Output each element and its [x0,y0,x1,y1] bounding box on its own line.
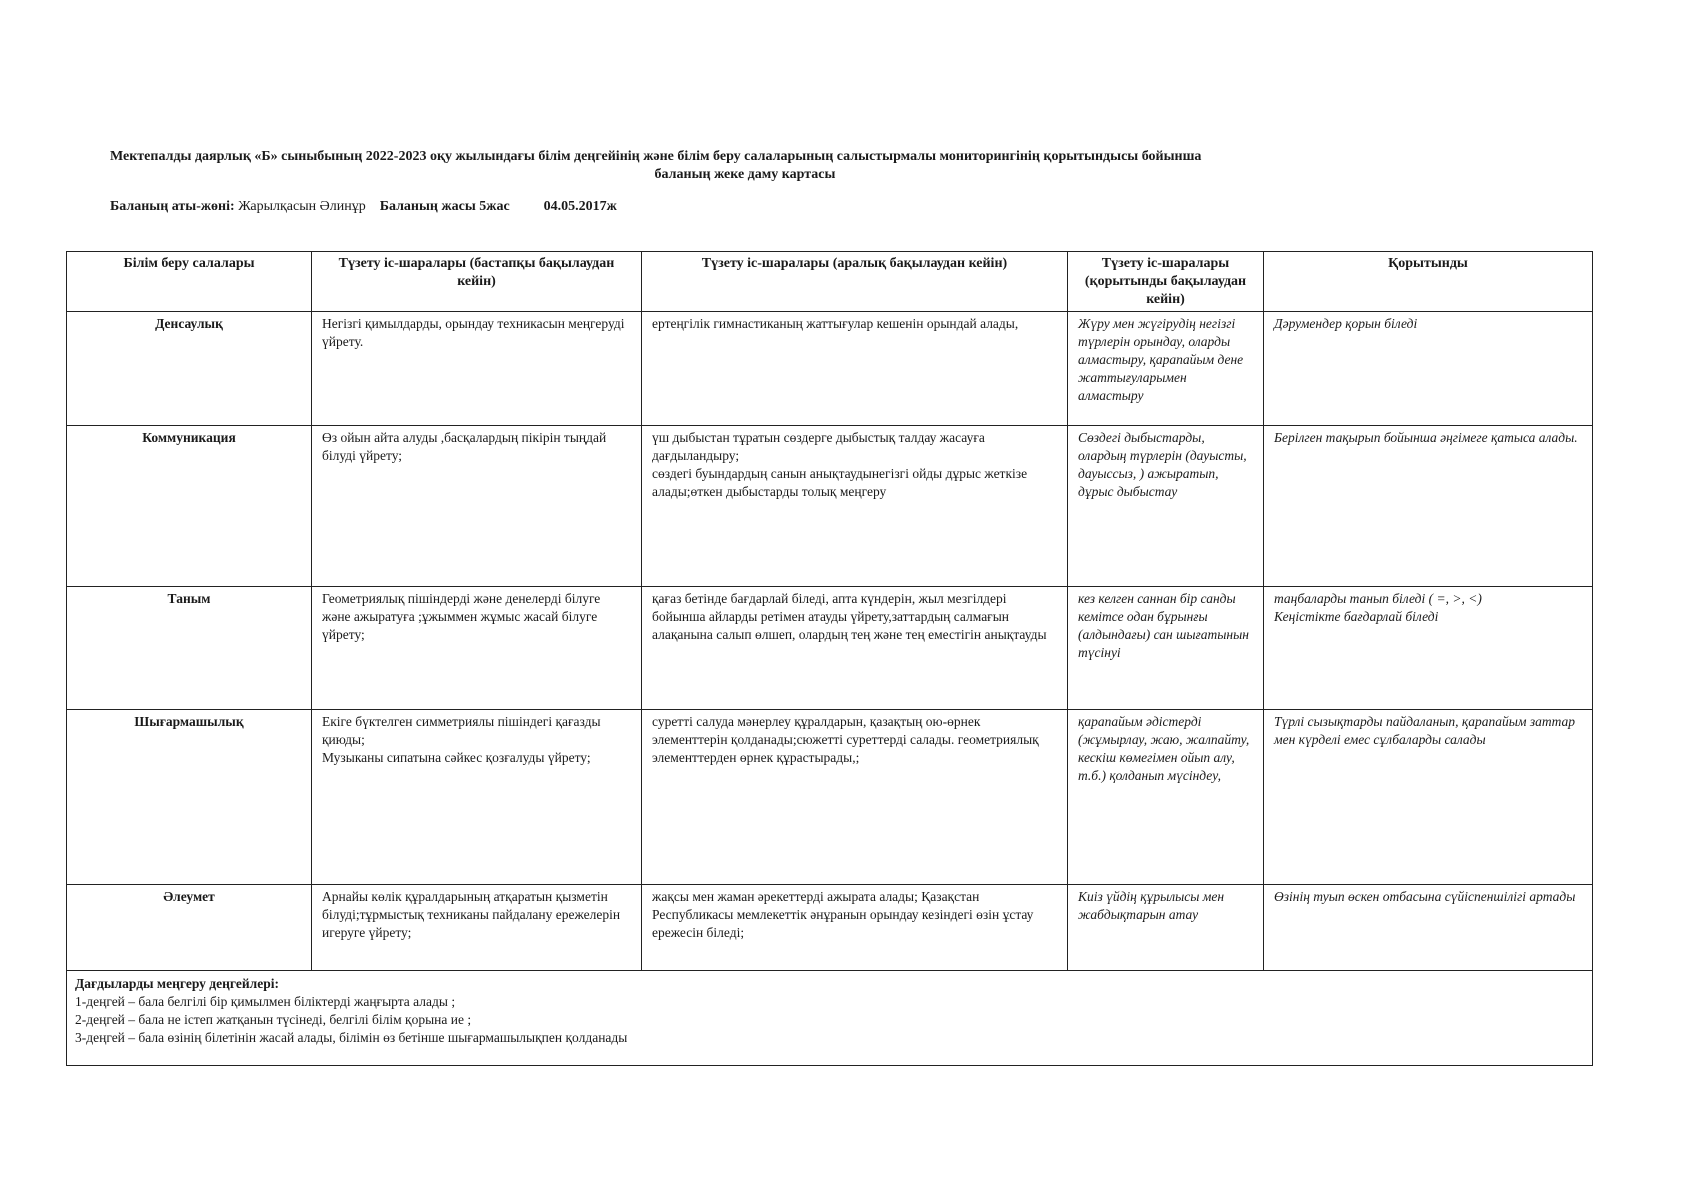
levels-row [67,971,1593,1066]
initial-cell: Екіге бүктелген симметриялы пішіндегі қағазды қиюды; Музыканы сипатына сәйкес қозғалуды үйрету; [312,710,642,885]
level-item: 1-деңгей – бала белгілі бір қимылмен біліктерді жаңғырта алады ; [75,994,456,1009]
levels-cell [67,971,1593,1066]
child-name: Жарылқасын Әлинұр [238,199,366,214]
area-cell: Әлеумет [67,885,312,971]
table-row [67,710,1593,885]
header-interim: Түзету іс-шаралары (аралық бақылаудан кейін) [642,252,1068,312]
interim-cell: үш дыбыстан тұратын сөздерге дыбыстық талдау жасауға дағдыландыру; сөздегі буындардың санын анықтаудынегізгі ойды дұрыс жеткізе алады;өткен дыбыстарды толық меңгеру [642,426,1068,587]
interim-cell: ертеңгілік гимнастиканың жаттығулар кешенін орындай алады, [642,312,1068,426]
child-age: 5жас [479,199,510,214]
child-age-label: Баланың жасы [379,199,476,214]
header-result: Қорытынды [1264,252,1593,312]
result-cell: Дәрумендер қорын біледі [1264,312,1593,426]
area-cell: Таным [67,587,312,710]
final-cell: Жүру мен жүгірудің негізгі түрлерін орындау, оларды алмастыру, қарапайым дене жаттығуларымен алмастыру [1068,312,1264,426]
levels-title: Дағдыларды меңгеру деңгейлері: [75,976,279,991]
title-line-2: баланың жеке даму картасы [654,167,836,182]
table-row [67,885,1593,971]
result-cell: Түрлі сызықтарды пайдаланып, қарапайым заттар мен күрделі емес сұлбаларды салады [1264,710,1593,885]
title-line-1: Мектепалды даярлық «Б» сыныбының 2022-2023 оқу жылындағы білім деңгейінің және білім беру салаларының салыстырмалы мониторингінің қорытындысы бойынша [110,149,1202,164]
result-cell: Берілген тақырып бойынша әңгімеге қатыса алады. [1264,426,1593,587]
header-final: Түзету іс-шаралары (қорытынды бақылаудан кейін) [1068,252,1264,312]
table-row [67,587,1593,710]
final-cell: қарапайым әдістерді (жұмырлау, жаю, жалпайту, кескіш көмегімен ойып алу, т.б.) қолданып мүсіндеу, [1068,710,1264,885]
initial-cell: Өз ойын айта алуды ,басқалардың пікірін тыңдай білуді үйрету; [312,426,642,587]
interim-cell: суретті салуда мәнерлеу құралдарын, қазақтың ою-өрнек элементтерін қолданады;сюжетті суреттерді салады. геометриялық элементтерден өрнек құрастырады,; [642,710,1068,885]
area-cell: Шығармашылық [67,710,312,885]
initial-cell: Негізгі қимылдарды, орындау техникасын меңгеруді үйрету. [312,312,642,426]
child-birth-date: 04.05.2017ж [543,199,617,214]
initial-cell: Геометриялық пішіндерді және денелерді білуге және ажыратуға ;ұжыммен жұмыс жасай білуге үйрету; [312,587,642,710]
table-row [67,312,1593,426]
result-cell: таңбаларды танып біледі ( =, >, <) Кеңістікте бағдарлай біледі [1264,587,1593,710]
level-item: 3-деңгей – бала өзінің білетінін жасай алады, білімін өз бетінше шығармашылықпен қолданады [75,1030,628,1045]
area-cell: Коммуникация [67,426,312,587]
header-initial: Түзету іс-шаралары (бастапқы бақылаудан кейін) [312,252,642,312]
interim-cell: қағаз бетінде бағдарлай біледі, апта күндерін, жыл мезгілдері бойынша айларды ретімен атауды үйрету,заттардың салмағын алақанына салып өлшеп, олардың тең және тең еместігін анықтауды [642,587,1068,710]
interim-cell: жақсы мен жаман әрекеттерді ажырата алады; Қазақстан Республикасы мемлекеттік әнұранын орындау кезіндегі өзін ұстау ережесін біледі; [642,885,1068,971]
area-cell: Денсаулық [67,312,312,426]
initial-cell: Арнайы көлік құралдарының атқаратын қызметін білуді;тұрмыстық техниканы пайдалану ережелерін игеруге үйрету; [312,885,642,971]
child-info [110,198,617,216]
final-cell: кез келген саннан бір санды кемітсе одан бұрынғы (алдындағы) сан шығатынын түсінуі [1068,587,1264,710]
final-cell: Киіз үйдің құрылысы мен жабдықтарын атау [1068,885,1264,971]
table-header-row [67,252,1593,312]
table-row [67,426,1593,587]
child-name-label: Баланың аты-жөні: [110,199,235,214]
document-title [110,148,1410,184]
result-cell: Өзінің туып өскен отбасына сүйіспеншілігі артады [1264,885,1593,971]
development-map-table [66,251,1593,1066]
level-item: 2-деңгей – бала не істеп жатқанын түсінеді, белгілі білім қорына ие ; [75,1012,472,1027]
header-area: Білім беру салалары [67,252,312,312]
final-cell: Сөздегі дыбыстарды, олардың түрлерін (дауысты, дауыссыз, ) ажыратып, дұрыс дыбыстау [1068,426,1264,587]
